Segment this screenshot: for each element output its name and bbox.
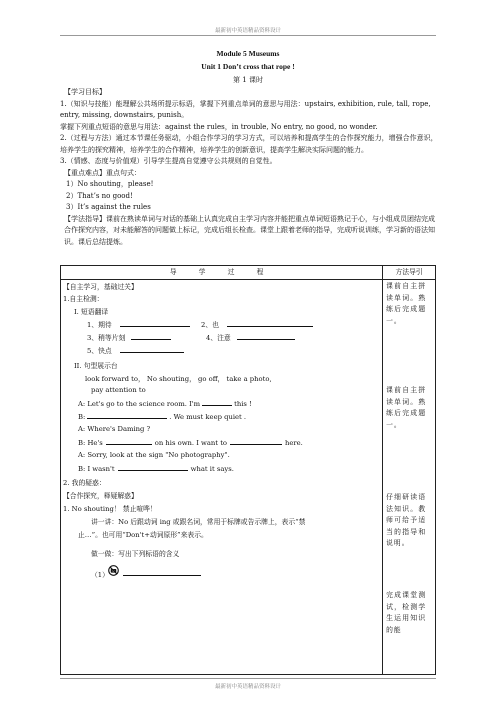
footer-watermark: 最新初中英语精品资料设计 <box>214 684 281 690</box>
key-sentence-3: 3）It’s against the rules <box>66 203 151 211</box>
dialogue-b1: B: . We must keep quiet . <box>78 413 247 421</box>
explain-line-2: 止…”。也可用“Don't+动词原形”来表示。 <box>78 531 208 539</box>
module-title: Module 5 Museums <box>216 49 280 58</box>
coop-heading: 【合作探究，释疑解惑】 <box>63 492 138 500</box>
header-watermark: 最新初中英语精品资料设计 <box>214 28 281 34</box>
goal-2: 2.（过程与方法）通过本节课任务驱动，小组合作学习的学习方式，可以培养和提高学生的合作探究能力，增强合作意识，培养学生的探究精神，培养学生的合作精神，培养学生的创新意识，提高学生解决实际问题的能力。 <box>60 134 438 154</box>
method-guide: 【学法指导】课前在熟读单词与对话的基础上认真完成自主学习内容并能把重点单词短语熟记于心，与小组成员团结完成合作探究内容，对未能解答的问题做上标记，完成后组长检查。课堂上跟着老师的指导，完成听说训练，学习新的语法知识。课后总结提炼。 <box>64 214 435 246</box>
study-table <box>60 265 436 675</box>
header-rule <box>60 35 436 36</box>
phrase-section: I. 短语翻译 <box>74 308 109 316</box>
dialogue-a1: A: Let's go to the science room. I'm this ! <box>78 400 252 408</box>
dialogue-a3: A: Sorry, look at the sign "No photography". <box>78 451 230 459</box>
phrase-item-2: 2、也 <box>201 319 313 329</box>
answer-blank[interactable] <box>202 399 232 406</box>
col-header-method: 方法导引 <box>383 266 436 280</box>
phrase-item-3: 3、稍等片刻 <box>87 332 171 342</box>
intro-section <box>60 87 438 248</box>
method-note-4: 完成课堂测试，检测学生运用知识的能 <box>386 591 427 634</box>
footer-rule <box>60 678 436 679</box>
dialogue-b3: B: I wasn't what it says. <box>78 465 234 473</box>
key-sentence-1: 1）No shouting，please! <box>66 180 154 188</box>
key-sentence-2: 2）That’s no good! <box>66 191 133 200</box>
doubts-label: 2. 我的疑惑： <box>63 479 106 487</box>
grammar-item-1: 1. No shouting！ 禁止喧哗！ <box>63 505 157 513</box>
answer-blank[interactable] <box>131 333 171 340</box>
process-cell <box>61 280 383 675</box>
answer-blank[interactable] <box>120 346 184 353</box>
phrase-item-5: 5、快点 <box>87 345 184 355</box>
period-label: 第 1 课时 <box>233 76 263 84</box>
answer-blank[interactable] <box>118 464 188 471</box>
answer-blank[interactable] <box>237 333 295 340</box>
goals-heading: 【学习目标】 <box>64 88 106 96</box>
goal-3: 3.（情感、态度与价值观）引导学生提高自觉遵守公共规则的自觉性。 <box>60 157 277 165</box>
answer-blank[interactable] <box>120 320 190 327</box>
word-bank-2: pay attention to <box>91 386 146 394</box>
col-header-process: 导 学 过 程 <box>61 266 383 280</box>
question-1: （1） <box>91 571 109 579</box>
key-heading: 【重点难点】重点句式： <box>64 168 141 177</box>
phrase-item-4: 4、注意 <box>206 332 295 342</box>
goal-1: 1.（知识与技能）能理解公共场所提示标语，掌握下列重点单词的意思与用法：upstairs, exhibition, rule, tall, rope, entry, missing, downstairs, punish。 <box>60 99 431 119</box>
sentence-section: II. 句型展示台 <box>74 362 118 370</box>
phrase-item-1: 1、期待 <box>87 319 190 329</box>
method-note-2: 课前自主拼读单词。熟练后完成题一。 <box>386 386 427 429</box>
self-study-heading: 【自主学习，基础过关】 <box>63 283 138 291</box>
dialogue-b2: B: He's on his own. I want to here. <box>78 439 303 447</box>
method-note-1: 课前自主拼读单词。熟练后完成题一。 <box>386 282 427 325</box>
explain-line-1: 讲一讲：No 后跟动词 ing 或跟名词，常用于标牌或告示牌上，表示“禁 <box>91 518 306 526</box>
answer-blank[interactable] <box>230 438 282 445</box>
word-bank: look forward to， No shouting， go off， take a photo, <box>85 375 272 383</box>
no-photography-sign-icon <box>108 565 119 576</box>
answer-blank[interactable] <box>106 438 152 445</box>
answer-blank[interactable] <box>123 569 201 576</box>
goal-1b: 掌握下列重点短语的意思与用法：against the rules，in trouble, No entry, no good, no wonder. <box>60 122 378 131</box>
dialogue-a2: A: Where's Daming ? <box>78 425 151 433</box>
method-cell <box>383 280 436 675</box>
self-check-label: 1.自主检测： <box>63 295 104 303</box>
method-note-3: 仔细研读语法知识。教师可给予适当的指导和说明。 <box>386 493 427 547</box>
practice-instruction: 做一做：写出下列标语的含义 <box>91 550 180 558</box>
answer-blank[interactable] <box>227 320 313 327</box>
answer-blank[interactable] <box>87 412 167 419</box>
unit-title: Unit 1 Don’t cross that rope ! <box>201 62 295 71</box>
